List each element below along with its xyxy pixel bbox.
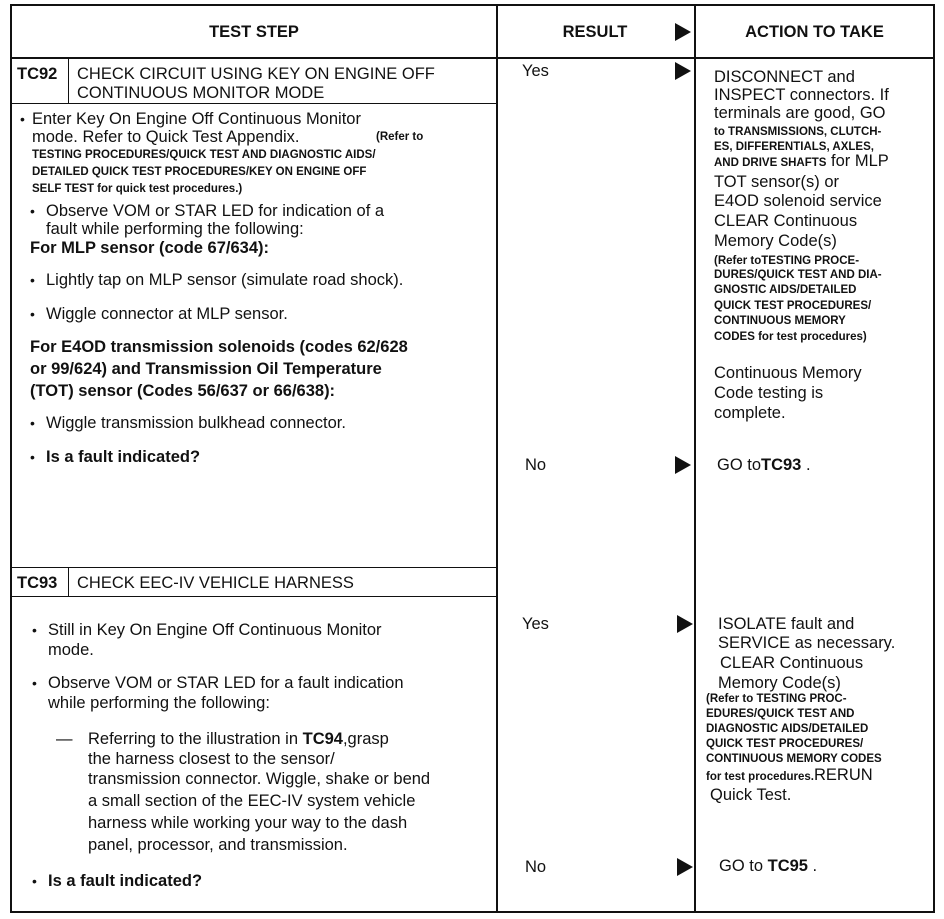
tc93-yes-arrow-icon — [677, 615, 693, 633]
bullet-icon: • — [30, 306, 35, 322]
table-border-right — [933, 4, 935, 913]
tc92-action-end1: Continuous Memory — [714, 364, 862, 382]
table-border-bottom — [10, 911, 935, 913]
tc92-action-l3: terminals are good, GO — [714, 104, 886, 122]
tc93-action-ref2: EDURES/QUICK TEST AND — [706, 708, 855, 720]
tc92-step4: Wiggle connector at MLP sensor. — [46, 305, 288, 323]
table-border-top — [10, 4, 935, 6]
bullet-icon: • — [32, 873, 37, 889]
tc93-action-ref3: DIAGNOSTIC AIDS/DETAILED — [706, 723, 869, 735]
bullet-icon: • — [30, 415, 35, 431]
tc92-title-line2: CONTINUOUS MONITOR MODE — [77, 84, 325, 102]
tc92-step3: Lightly tap on MLP sensor (simulate road shock). — [46, 271, 404, 289]
tc93-code: TC93 — [17, 574, 58, 592]
tc93-action-l2: SERVICE as necessary. — [718, 634, 896, 652]
tc93-sub-line1: Referring to the illustration in TC94,grasp — [88, 730, 389, 748]
table-border-left — [10, 4, 12, 913]
tc92-step1-line2: mode. Refer to Quick Test Appendix. — [32, 128, 300, 146]
bullet-icon: • — [30, 203, 35, 219]
tc92-action-l7: TOT sensor(s) or — [714, 173, 839, 191]
tc93-result-yes: Yes — [522, 615, 549, 633]
tc92-no-arrow-icon — [675, 456, 691, 474]
tc93-action-ref5: CONTINUOUS MEMORY CODES — [706, 753, 882, 765]
tc93-action-l1: ISOLATE fault and — [718, 615, 855, 633]
tc92-question: Is a fault indicated? — [46, 448, 201, 466]
tc92-step2-line1: Observe VOM or STAR LED for indication of a — [46, 202, 385, 220]
tc92-action-l5: ES, DIFFERENTIALS, AXLES, — [714, 141, 874, 153]
column-divider-2 — [694, 4, 696, 913]
column-divider-1 — [496, 4, 498, 913]
tc92-result-no: No — [525, 456, 547, 474]
tc93-action-l3: CLEAR Continuous — [720, 654, 864, 672]
tc92-e4od-heading-1: For E4OD transmission solenoids (codes 62/628 — [30, 338, 408, 356]
tc92-action-l10: Memory Code(s) — [714, 232, 837, 250]
tc93-step1-line1: Still in Key On Engine Off Continuous Monitor — [48, 621, 382, 639]
tc93-code-divider — [68, 568, 69, 596]
tc93-sub-line4: a small section of the EEC-IV system vehicle — [88, 792, 416, 810]
tc92-action-end3: complete. — [714, 404, 786, 422]
tc93-action-ref4: QUICK TEST PROCEDURES/ — [706, 738, 864, 750]
header-result: RESULT — [562, 23, 628, 41]
tc92-action-end2: Code testing is — [714, 384, 824, 402]
tc93-no-action: GO to TC95 . — [719, 857, 818, 875]
tc92-action-l9: CLEAR Continuous — [714, 212, 858, 230]
tc92-step1-ref2: DETAILED QUICK TEST PROCEDURES/KEY ON ENGINE OFF — [32, 166, 367, 178]
tc92-action-ref6: CODES for test procedures) — [714, 331, 867, 343]
tc92-action-l2: INSPECT connectors. If — [714, 86, 889, 104]
tc92-action-l6-tail: for MLP — [826, 152, 889, 170]
tc92-step1-ref3: SELF TEST for quick test procedures.) — [32, 183, 243, 195]
tc92-result-yes: Yes — [522, 62, 549, 80]
tc93-step2-line2: while performing the following: — [48, 694, 270, 712]
tc92-action-l6: AND DRIVE SHAFTS — [714, 157, 827, 169]
tc92-e4od-heading-3: (TOT) sensor (Codes 56/637 or 66/638): — [30, 382, 336, 400]
tc93-action-ref6: for test procedures.RERUN — [706, 766, 873, 784]
tc92-title-bottom — [10, 103, 498, 104]
tc93-top-line — [10, 567, 498, 568]
tc92-step1-ref0: (Refer to — [376, 131, 424, 143]
tc92-e4od-heading-2: or 99/624) and Transmission Oil Temperature — [30, 360, 382, 378]
tc92-step5: Wiggle transmission bulkhead connector. — [46, 414, 346, 432]
bullet-icon: • — [30, 449, 35, 465]
bullet-icon: • — [20, 111, 25, 127]
tc92-action-ref4: QUICK TEST PROCEDURES/ — [714, 300, 872, 312]
tc92-code: TC92 — [17, 65, 58, 83]
tc93-action-l4: Memory Code(s) — [718, 674, 841, 692]
tc92-action-ref1: (Refer toTESTING PROCE- — [714, 255, 860, 267]
tc93-title-bottom — [10, 596, 498, 597]
header-divider — [10, 57, 935, 59]
bullet-icon: • — [32, 675, 37, 691]
bullet-icon: • — [30, 272, 35, 288]
tc93-sub-line3: transmission connector. Wiggle, shake or bend — [88, 770, 431, 788]
tc92-step2-line2: fault while performing the following: — [46, 220, 304, 238]
bullet-icon: • — [32, 622, 37, 638]
tc93-step2-line1: Observe VOM or STAR LED for a fault indication — [48, 674, 404, 692]
tc93-sub-line2: the harness closest to the sensor/ — [88, 750, 335, 768]
tc92-action-ref3: GNOSTIC AIDS/DETAILED — [714, 284, 857, 296]
tc93-step1-line2: mode. — [48, 641, 94, 659]
tc92-action-ref5: CONTINUOUS MEMORY — [714, 315, 846, 327]
tc92-action-ref2: DURES/QUICK TEST AND DIA- — [714, 269, 882, 281]
tc93-action-end: Quick Test. — [710, 786, 792, 804]
tc93-question: Is a fault indicated? — [48, 872, 203, 890]
tc92-mlp-heading: For MLP sensor (code 67/634): — [30, 239, 270, 257]
tc93-sub-line6: panel, processor, and transmission. — [88, 836, 348, 854]
tc93-action-ref1: (Refer to TESTING PROC- — [706, 693, 847, 705]
tc92-action-l1: DISCONNECT and — [714, 68, 855, 86]
tc93-title: CHECK EEC-IV VEHICLE HARNESS — [77, 574, 354, 592]
tc93-sub-dash: — — [56, 730, 73, 748]
header-action: ACTION TO TAKE — [745, 23, 884, 41]
tc92-code-divider — [68, 59, 69, 104]
tc93-sub-line5: harness while working your way to the dash — [88, 814, 408, 832]
tc92-action-l4: to TRANSMISSIONS, CLUTCH- — [714, 126, 882, 138]
tc92-title-line1: CHECK CIRCUIT USING KEY ON ENGINE OFF — [77, 65, 435, 83]
tc93-no-arrow-icon — [677, 858, 693, 876]
header-test-step: TEST STEP — [209, 23, 299, 41]
tc92-action-l8: E4OD solenoid service — [714, 192, 882, 210]
tc92-step1-line1: Enter Key On Engine Off Continuous Monitor — [32, 110, 361, 128]
tc92-step1-ref1: TESTING PROCEDURES/QUICK TEST AND DIAGNOSTIC AIDS/ — [32, 149, 376, 161]
tc92-yes-arrow-icon — [675, 62, 691, 80]
tc93-result-no: No — [525, 858, 547, 876]
tc92-no-action: GO toTC93 . — [717, 456, 811, 474]
header-arrow-icon — [675, 23, 691, 41]
